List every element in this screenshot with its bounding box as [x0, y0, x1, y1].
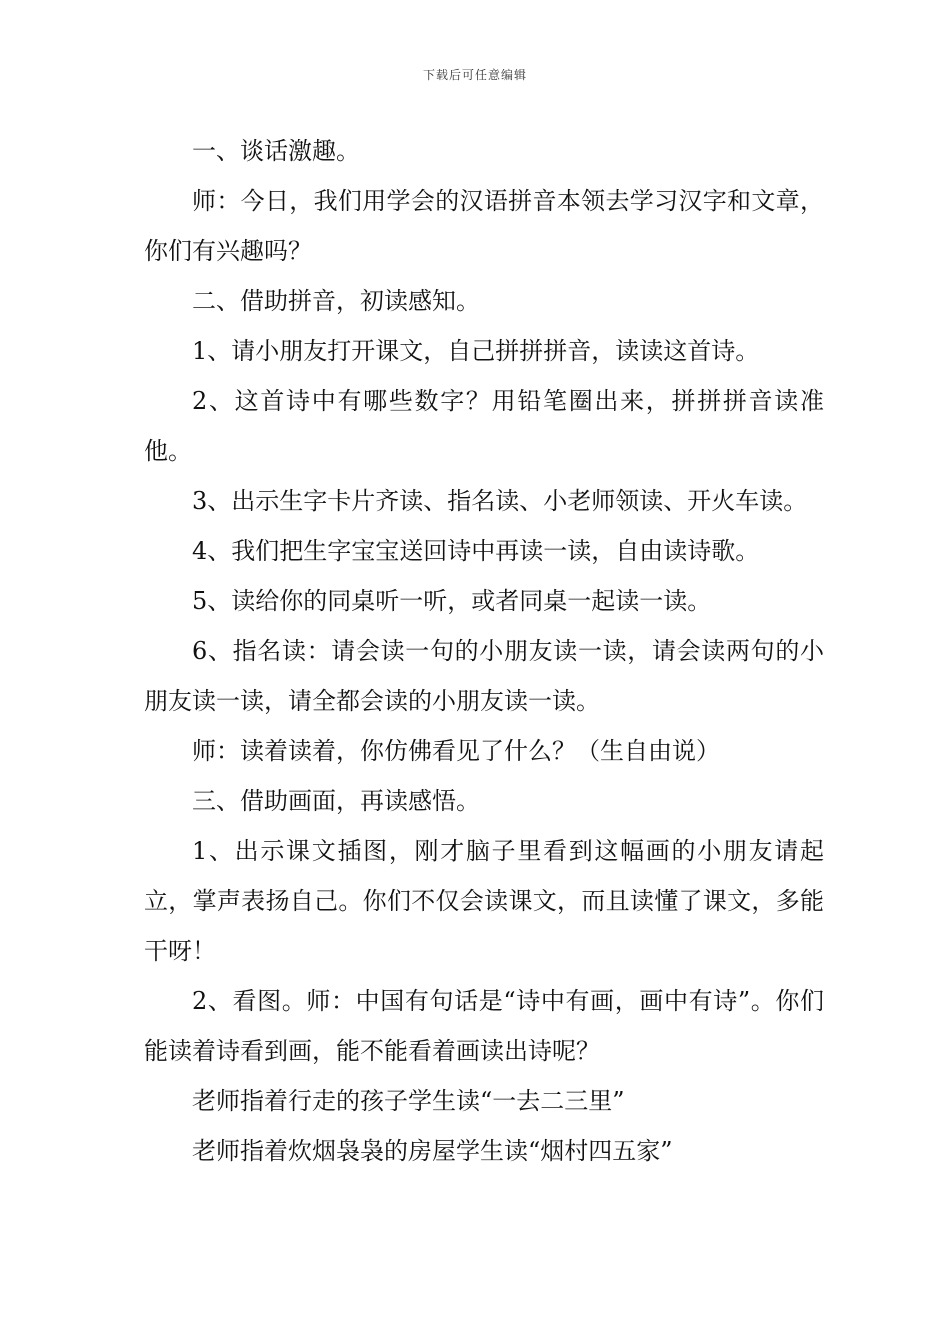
section-heading-2: 二、借助拼音，初读感知。 — [192, 287, 480, 315]
paragraph: 3、出示生字卡片齐读、指名读、小老师领读、开火车读。 — [192, 487, 808, 515]
paragraph: 1、出示课文插图，刚才脑子里看到这幅画的小朋友请起立，掌声表扬自己。你们不仅会读课文，而且读懂了课文，多能干呀！ — [144, 837, 824, 965]
section-heading-1: 一、谈话激趣。 — [192, 137, 360, 165]
paragraph: 4、我们把生字宝宝送回诗中再读一读，自由读诗歌。 — [192, 537, 760, 565]
paragraph: 老师指着行走的孩子学生读“一去二三里” — [192, 1087, 625, 1115]
paragraph: 2、这首诗中有哪些数字？用铅笔圈出来，拼拼拼音读准他。 — [144, 387, 824, 465]
paragraph: 2、看图。师：中国有句话是“诗中有画，画中有诗”。你们能读着诗看到画，能不能看着画读出诗呢？ — [144, 987, 824, 1065]
paragraph: 6、指名读：请会读一句的小朋友读一读，请会读两句的小朋友读一读，请全都会读的小朋友读一读。 — [144, 637, 824, 715]
paragraph: 5、读给你的同桌听一听，或者同桌一起读一读。 — [192, 587, 712, 615]
paragraph: 老师指着炊烟袅袅的房屋学生读“烟村四五家” — [192, 1137, 673, 1165]
section-heading-3: 三、借助画面，再读感悟。 — [192, 787, 480, 815]
header-note: 下载后可任意编辑 — [422, 68, 527, 82]
document-body — [144, 126, 824, 1176]
paragraph: 1、请小朋友打开课文，自己拼拼拼音，读读这首诗。 — [192, 337, 760, 365]
paragraph: 师：今日，我们用学会的汉语拼音本领去学习汉字和文章，你们有兴趣吗？ — [144, 187, 824, 265]
paragraph: 师：读着读着，你仿佛看见了什么？（生自由说） — [192, 737, 720, 765]
